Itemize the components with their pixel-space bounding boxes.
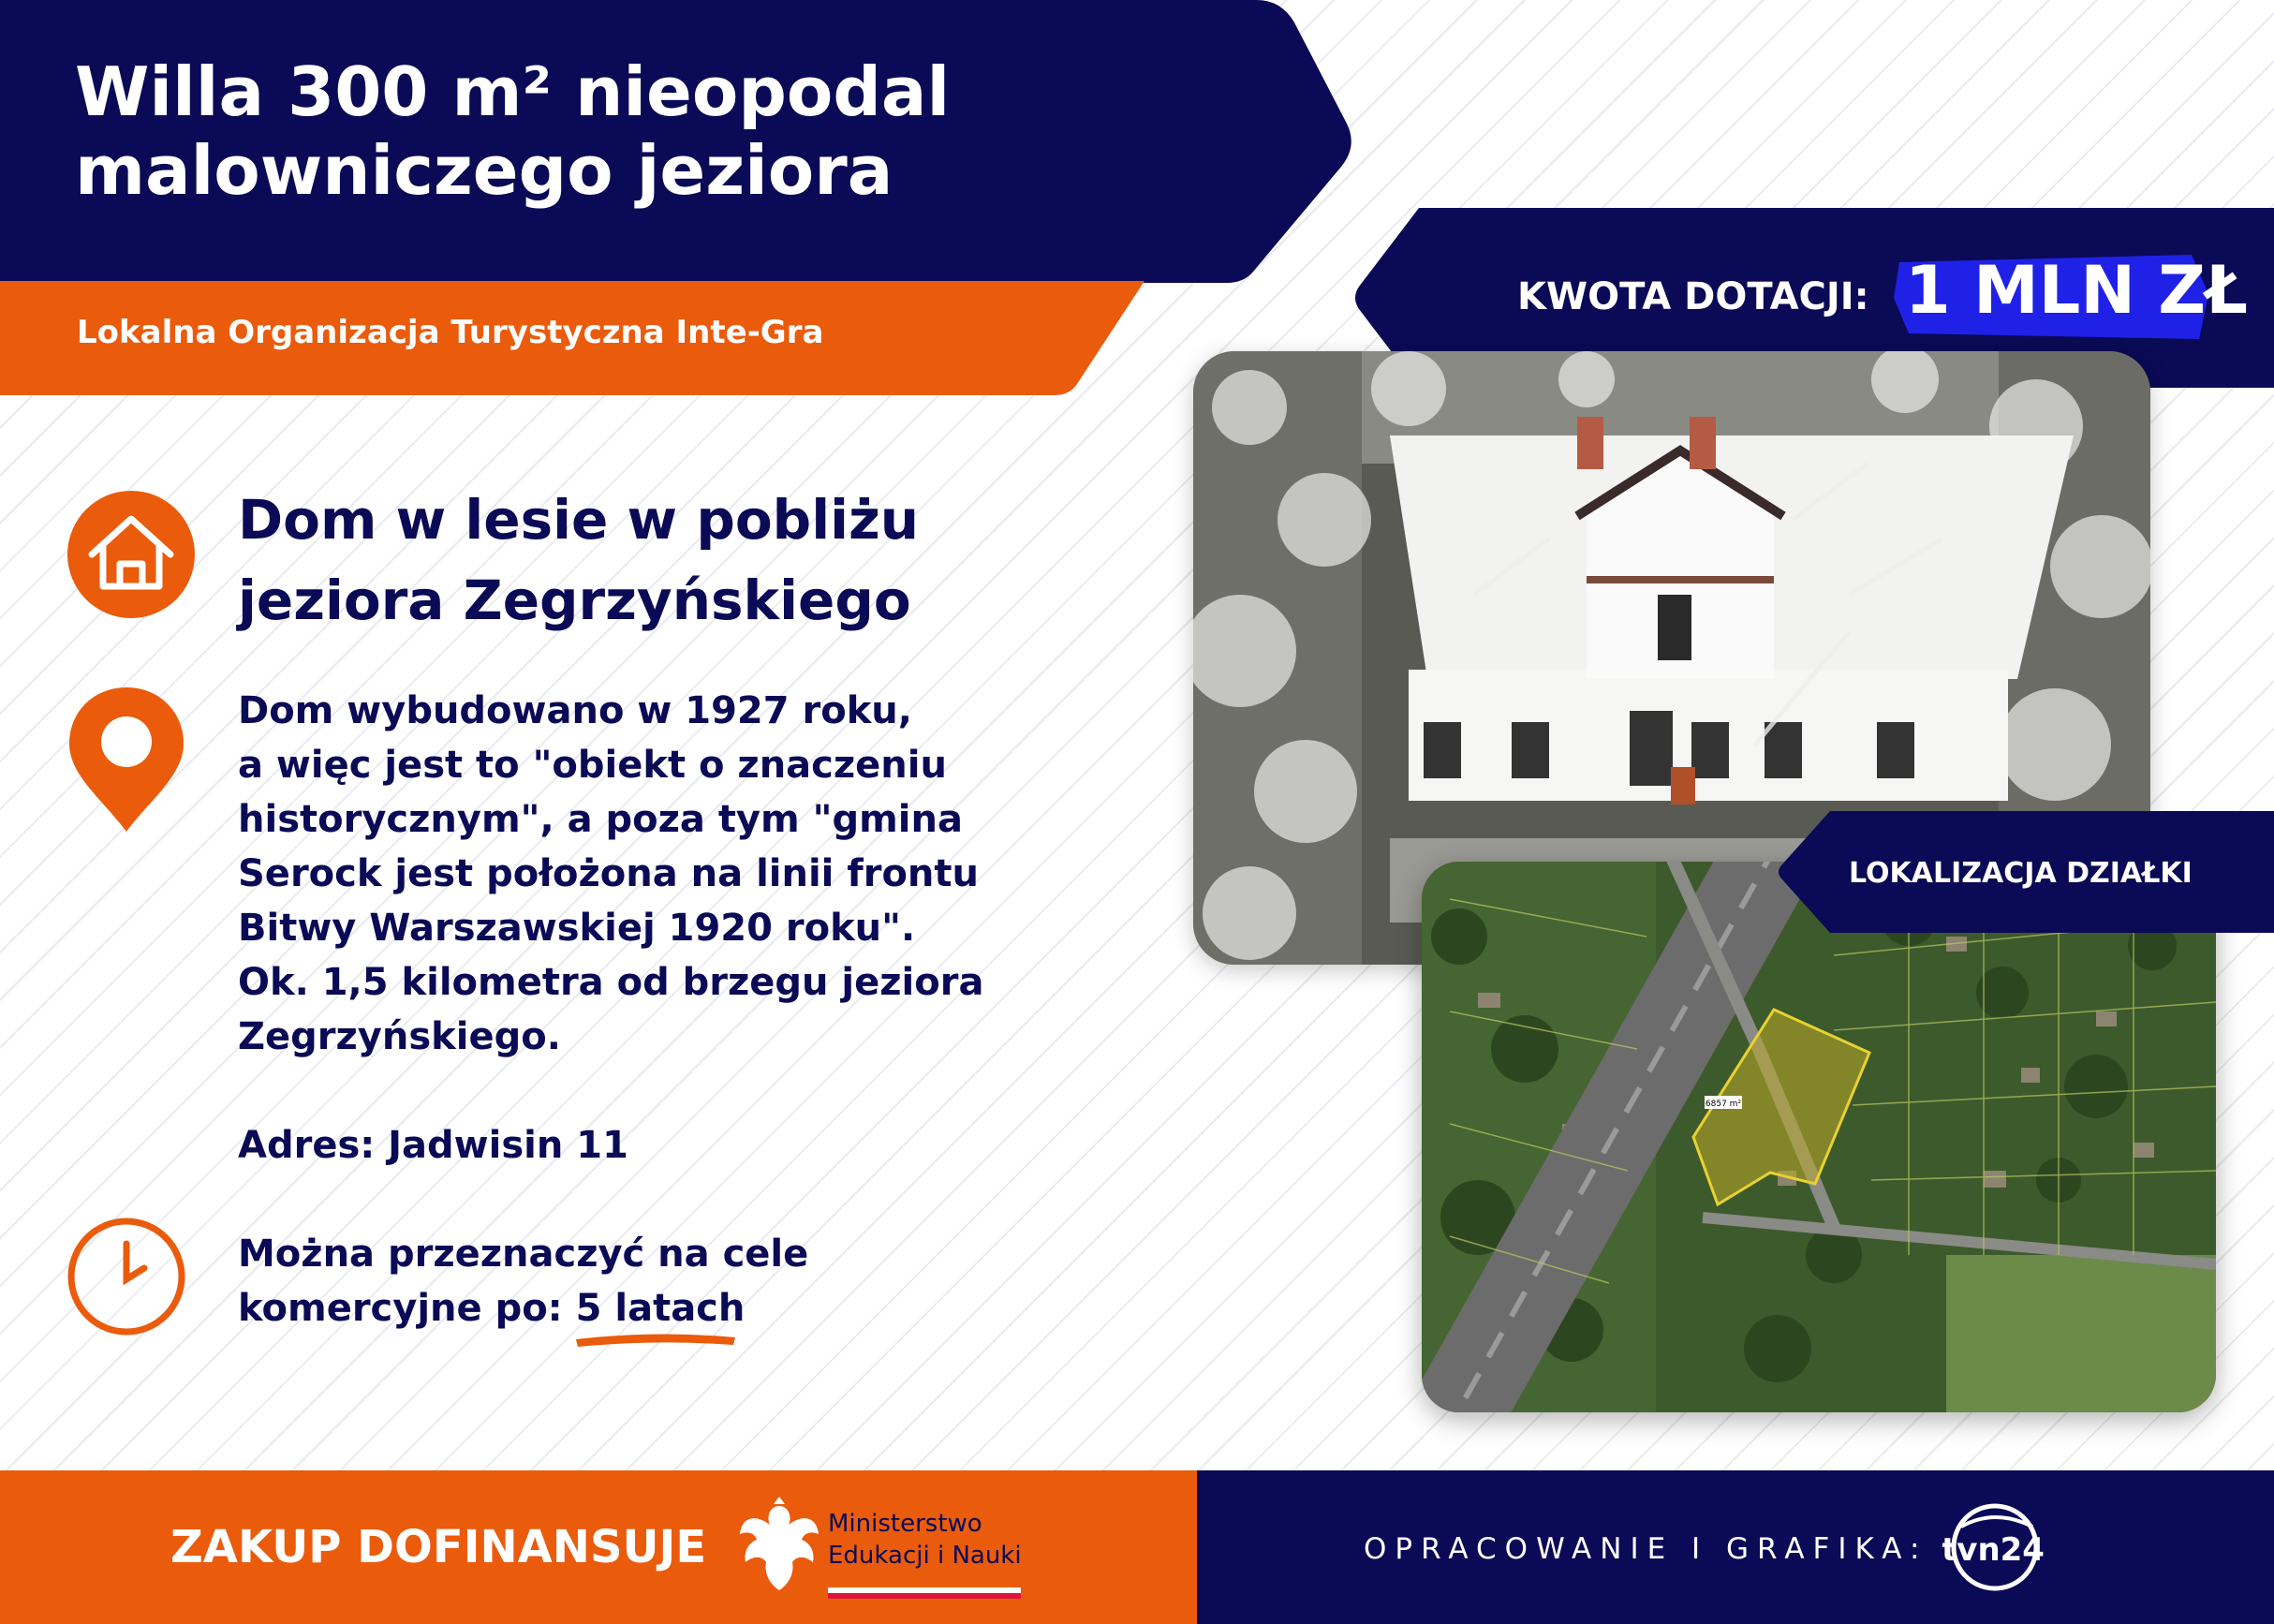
description-line: Zegrzyńskiego. — [238, 1015, 561, 1058]
funding-label: ZAKUP DOFINANSUJE — [170, 1521, 707, 1573]
brush-underline — [572, 1328, 739, 1349]
page-title — [75, 52, 1246, 210]
organization-name: Lokalna Organizacja Turystyczna Inte-Gra — [77, 314, 824, 351]
house-icon — [66, 489, 197, 620]
commercial-prefix: komercyjne po: — [238, 1287, 576, 1330]
property-description — [238, 684, 1006, 1064]
grant-amount: 1 MLN ZŁ — [1905, 252, 2248, 329]
clock-icon — [66, 1216, 187, 1337]
polish-flag-stripe — [828, 1585, 1021, 1596]
credit-label: OPRACOWANIE I GRAFIKA: — [1364, 1532, 1928, 1566]
plot-location-map — [1422, 862, 2216, 1412]
grant-label: KWOTA DOTACJI: — [1517, 275, 1869, 318]
description-line: Bitwy Warszawskiej 1920 roku". — [238, 907, 916, 950]
title-line-1: Willa 300 m² nieopodal — [75, 52, 951, 131]
description-line: Ok. 1,5 kilometra od brzegu jeziora — [238, 961, 984, 1004]
tvn24-logo-icon — [1942, 1499, 2074, 1596]
title-line-2: malowniczego jeziora — [75, 131, 893, 210]
commercial-use-info — [238, 1227, 1006, 1336]
description-line: Serock jest położona na linii frontu — [238, 852, 979, 895]
commercial-line-2 — [238, 1281, 1006, 1336]
description-line: Dom wybudowano w 1927 roku, — [238, 689, 912, 732]
tvn-logo-text: tvn24 — [1942, 1531, 2045, 1569]
description-line: historycznym", a poza tym "gmina — [238, 798, 963, 841]
commercial-line-1: Można przeznaczyć na cele — [238, 1233, 809, 1276]
location-label: LOKALIZACJA DZIAŁKI — [1849, 857, 2193, 890]
heading-line-2: jeziora Zegrzyńskiego — [238, 568, 911, 632]
ministry-line-2: Edukacji i Nauki — [828, 1542, 1022, 1570]
property-address: Adres: Jadwisin 11 — [238, 1124, 628, 1167]
commercial-years: 5 latach — [575, 1287, 746, 1330]
eagle-emblem-icon — [736, 1497, 822, 1598]
heading-line-1: Dom w lesie w pobliżu — [238, 488, 920, 552]
ministry-name — [828, 1508, 1022, 1572]
ministry-line-1: Ministerstwo — [828, 1510, 982, 1538]
location-pin-icon — [66, 684, 187, 834]
description-line: a więc jest to "obiekt o znaczeniu — [238, 744, 947, 787]
plot-area-label: 6857 m² — [1705, 1100, 1742, 1109]
property-heading — [238, 480, 968, 641]
